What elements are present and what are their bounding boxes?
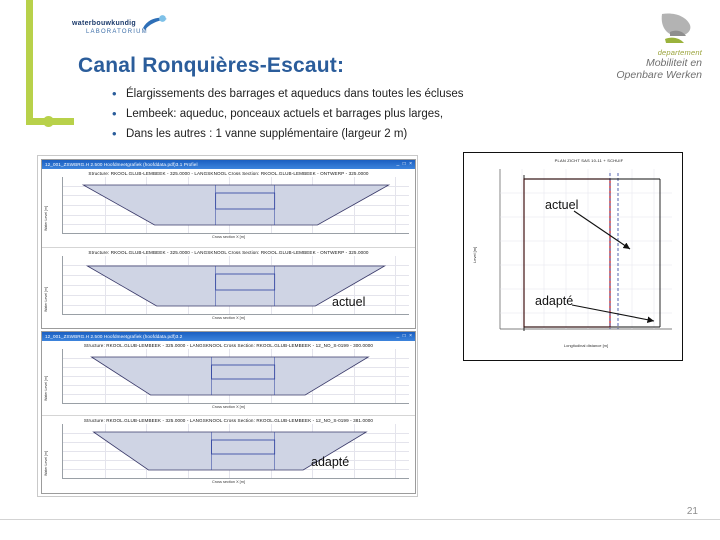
chart-adapted-1 (42, 341, 415, 416)
chart-header: Structure: RKOOL.GLUB-LEMBEEK - 325.0000 - LANGSKNOOL Cross Section: RKOOL.GLUB-LEMBEEK - ONTWERP - 325.0000 (88, 171, 369, 176)
footer-divider (0, 519, 720, 520)
chart-header: Structure: RKOOL.GLUB-LEMBEEK - 325.0000 - LANGSKNOOL Cross Section: RKOOL.GLUB-LEMBEEK - 12_NO_S-0199 - 381.0000 (83, 418, 374, 423)
footer-strip (0, 524, 720, 540)
chart-plot-area (62, 349, 409, 404)
bullet-item: • Dans les autres : 1 vanne supplémentaire (largeur 2 m) (112, 125, 632, 144)
department-logo (562, 12, 702, 81)
cross-section-window-adapted (41, 331, 416, 494)
chart-header: Structure: RKOOL.GLUB-LEMBEEK - 325.0000 - LANGSKNOOL Cross Section: RKOOL.GLUB-LEMBEEK - ONTWERP - 325.0000 (88, 250, 369, 255)
page-number: 21 (686, 506, 698, 517)
wl-logo-line1: waterbouwkundig (72, 20, 136, 27)
accent-dot (43, 116, 54, 127)
svg-text:Level [m]: Level [m] (472, 246, 477, 263)
annotation-actuel-right: actuel (545, 198, 579, 212)
chart-ylabel: Water Level [m] (44, 450, 48, 476)
annotation-adapte-right: adapté (535, 294, 574, 308)
right-figure-panel (463, 152, 683, 361)
chart-xcaption: Cross section X [m] (212, 316, 245, 320)
bullet-item: • Lembeek: aqueduc, ponceaux actuels et barrages plus larges, (112, 105, 632, 124)
window-buttons[interactable]: _ □ × (396, 161, 413, 167)
bullet-list (112, 85, 632, 145)
chart-header: Structure: RKOOL.GLUB-LEMBEEK - 325.0000 - LANGSKNOOL Cross Section: RKOOL.GLUB-LEMBEEK - 12_NO_S-0199 - 300.0000 (83, 343, 374, 348)
annotation-adapte-left: adapté (311, 455, 350, 469)
dept-logo-line3: Openbare Werken (616, 69, 702, 81)
lion-mark-icon (656, 12, 702, 46)
chart-ylabel: Water Level [m] (44, 286, 48, 312)
right-figure-title: PLAN ZICHT SAS 10-11 + SCHUIF (554, 158, 624, 163)
chart-adapted-2 (42, 416, 415, 491)
svg-text:Longitudinal distance [m]: Longitudinal distance [m] (563, 343, 609, 348)
wl-logo-line2: LABORATORIUM (86, 29, 148, 35)
window-title-text: 12_001_ZSWBRG.H 2.500 Hoofdmeetgrafiek (hoofddata.pdf)3.1 Profiel (45, 162, 198, 167)
window-titlebar (42, 332, 415, 341)
window-title-text: 12_001_ZSWBRG.H 2.500 Hoofdmeetgrafiek (hoofddata.pdf)3.2 (45, 334, 183, 339)
accent-bar-vertical (26, 0, 33, 120)
window-buttons[interactable]: _ □ × (396, 333, 413, 339)
dept-logo-line2: Mobiliteit en (645, 57, 702, 69)
chart-ylabel: Water Level [m] (44, 375, 48, 401)
chart-plot-area (62, 177, 409, 234)
wave-swoosh-icon (142, 14, 168, 32)
cross-section-shape (63, 349, 409, 403)
chart-xcaption: Cross section X [m] (212, 480, 245, 484)
page-title: Canal Ronquières-Escaut: (78, 54, 345, 77)
chart-ylabel: Water Level [m] (44, 205, 48, 231)
plan-view-drawing (464, 153, 680, 358)
left-figure-panel (37, 155, 418, 497)
annotation-actuel-left: actuel (332, 295, 366, 309)
chart-plot-area (62, 424, 409, 479)
chart-xcaption: Cross section X [m] (212, 405, 245, 409)
bullet-item: • Élargissements des barrages et aqueducs dans toutes les écluses (112, 85, 632, 104)
cross-section-shape (63, 424, 409, 478)
window-titlebar (42, 160, 415, 169)
chart-current-2 (42, 248, 415, 328)
dept-logo-line1: departement (657, 48, 702, 57)
waterbouwkundig-logo (72, 14, 168, 42)
chart-xcaption: Cross section X [m] (212, 235, 245, 239)
cross-section-shape (63, 177, 409, 233)
chart-current-1 (42, 169, 415, 248)
